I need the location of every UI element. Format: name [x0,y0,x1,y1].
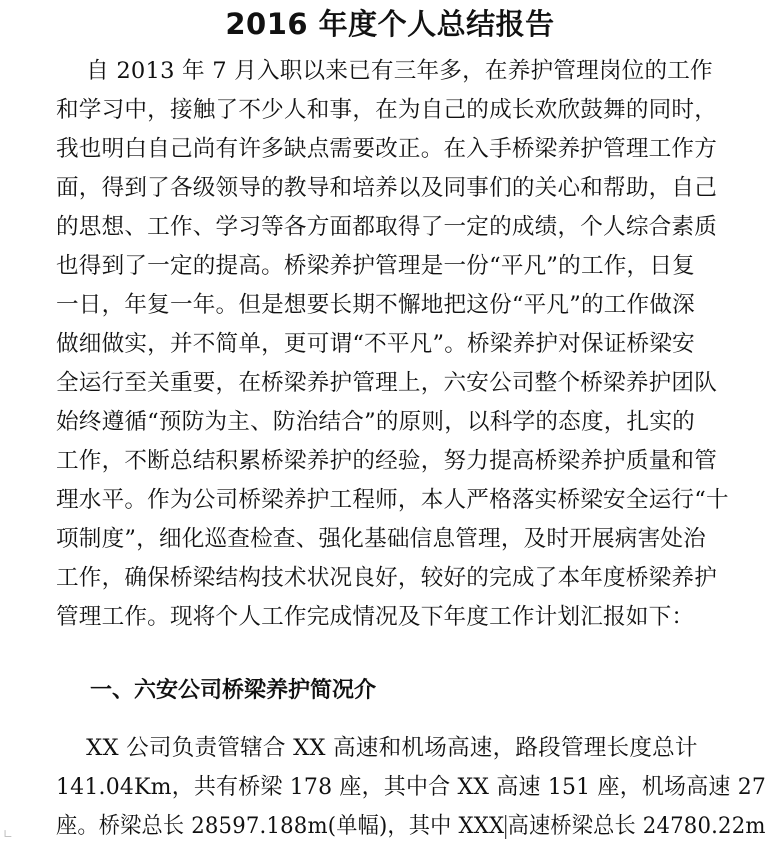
paragraph-line: 面，得到了各级领导的教导和培养以及同事们的关心和帮助，自己 [56,175,718,201]
paragraph-line: 全运行至关重要，在桥梁养护管理上，六安公司整个桥梁养护团队 [56,370,718,396]
paragraph-line: 的思想、工作、学习等各方面都取得了一定的成绩，个人综合素质 [56,214,718,240]
paragraph-line: 工作，确保桥梁结构技术状况良好，较好的完成了本年度桥梁养护 [56,565,718,591]
paragraph-line: 工作，不断总结积累桥梁养护的经验，努力提高桥梁养护质量和管 [56,448,718,474]
paragraph-line: 始终遵循“预防为主、防治结合”的原则，以科学的态度，扎实的 [56,409,695,435]
paragraph-line: 做细做实，并不简单，更可谓“不平凡”。桥梁养护对保证桥梁安 [56,331,695,357]
paragraph-line: 管理工作。现将个人工作完成情况及下年度工作计划汇报如下： [56,604,695,630]
line-text-after-cursor: 高速桥梁总长 24780.22m [507,813,766,839]
paragraph-line: 自 2013 年 7 月入职以来已有三年多，在养护管理岗位的工作 [56,58,713,84]
paragraph-line: 也得到了一定的提高。桥梁养护管理是一份“平凡”的工作，日复 [56,253,695,279]
paragraph-line: 和学习中，接触了不少人和事，在为自己的成长欢欣鼓舞的同时， [56,97,718,123]
paragraph-line: 一日，年复一年。但是想要长期不懈地把这份“平凡”的工作做深 [56,292,695,318]
paragraph-line: 141.04Km，共有桥梁 178 座，其中合 XX 高速 151 座，机场高速 27 [56,774,767,800]
document-title: 2016 年度个人总结报告 [225,7,555,41]
margin-corner-mark: ∟ [3,827,14,841]
paragraph-line: 理水平。作为公司桥梁养护工程师，本人严格落实桥梁安全运行“十 [56,487,729,513]
paragraph-line: XX 公司负责管辖合 XX 高速和机场高速，路段管理长度总计 [56,735,698,761]
paragraph-line: 项制度”，细化巡查检查、强化基础信息管理，及时开展病害处治 [56,526,706,552]
paragraph-line: 我也明白自己尚有许多缺点需要改正。在入手桥梁养护管理工作方 [56,136,718,162]
line-text-before-cursor: 座。桥梁总长 28597.188m(单幅)，其中 XXX [56,813,505,839]
section-heading: 一、六安公司桥梁养护简况介 [90,678,377,703]
paragraph-line-with-cursor[interactable] [56,811,766,841]
